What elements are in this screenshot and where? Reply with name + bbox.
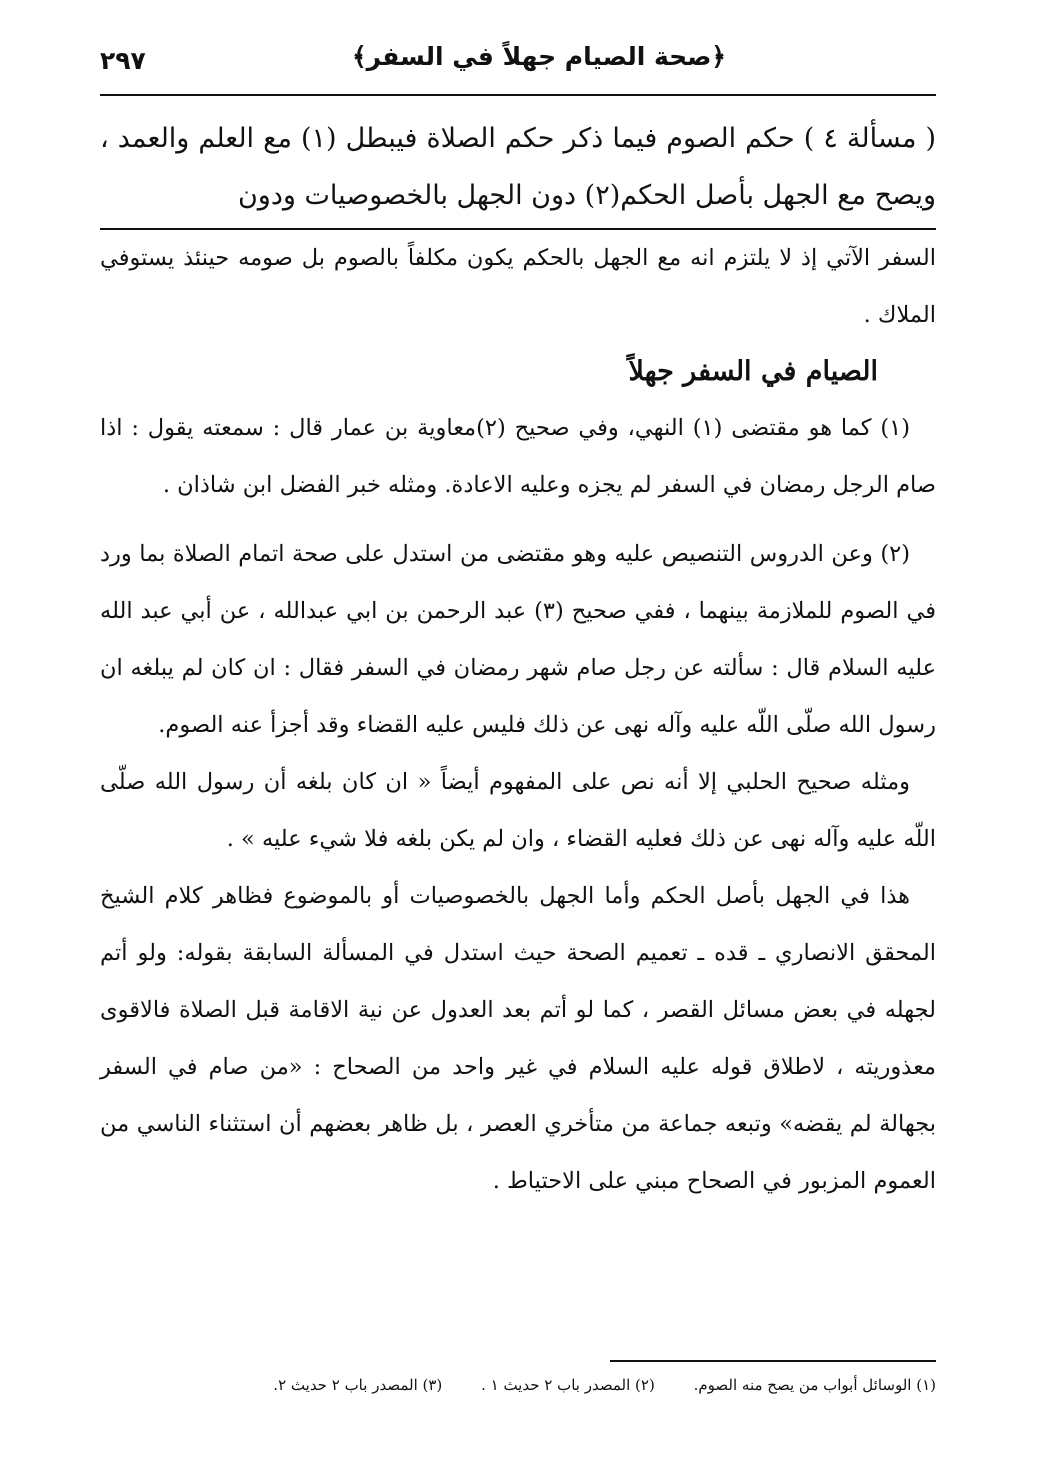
commentary-paragraph-1: (١) كما هو مقتضى (١) النهي، وفي صحيح (٢)معاوية بن عمار قال : سمعته يقول : اذا صام الرجل رمضان في السفر لم يجزه وعليه الاعادة. ومثله خبر الفضل ابن شاذان . — [100, 415, 936, 498]
footnote-2: (٢) المصدر باب ٢ حديث ١ . — [481, 1376, 655, 1394]
footnote-1: (١) الوسائل أبواب من يصح منه الصوم. — [693, 1376, 936, 1394]
footnote-3: (٣) المصدر باب ٢ حديث ٢. — [273, 1376, 443, 1394]
matn-text: ( مسألة ٤ ) حكم الصوم فيما ذكر حكم الصلاة فيبطل (١) مع العلم والعمد ، ويصح مع الجهل بأصل الحكم(٢) دون الجهل بالخصوصيات ودون — [100, 123, 936, 211]
footnotes — [100, 1370, 936, 1400]
commentary-paragraph-2: (٢) وعن الدروس التنصيص عليه وهو مقتضى من استدل على صحة اتمام الصلاة بما ورد في الصوم للملازمة بينهما ، ففي صحيح (٣) عبد الرحمن بن ابي عبدالله ، عن أبي عبد الله عليه السلام قال : سألته عن رجل صام شهر رمضان في السفر فقال : ان كان لم يبلغه ان رسول الله صلّى اللّه عليه وآله نهى عن ذلك فليس عليه القضاء وقد أجزأ عنه الصوم. — [100, 541, 936, 738]
page-header — [100, 40, 936, 92]
section-heading: الصيام في السفر جهلاً — [628, 356, 878, 387]
page-number: ٢٩٧ — [100, 46, 146, 75]
page-body — [100, 110, 936, 1210]
running-title: ﴿صحة الصيام جهلاً في السفر﴾ — [351, 42, 726, 71]
footnote-divider — [610, 1360, 936, 1362]
commentary-paragraph-3: ومثله صحيح الحلبي إلا أنه نص على المفهوم أيضاً « ان كان بلغه أن رسول الله صلّى اللّه عليه وآله نهى عن ذلك فعليه القضاء ، وان لم يكن بلغه فلا شيء عليه » . — [100, 769, 936, 852]
header-rule — [100, 94, 936, 96]
commentary-intro: السفر الآتي إذ لا يلتزم انه مع الجهل بالحكم يكون مكلفاً بالصوم بل صومه حينئذ يستوفي الملاك . — [100, 245, 936, 328]
commentary-paragraph-4: هذا في الجهل بأصل الحكم وأما الجهل بالخصوصيات أو بالموضوع فظاهر كلام الشيخ المحقق الانصاري ـ قده ـ تعميم الصحة حيث استدل في المسألة السابقة بقوله: ولو أتم لجهله في بعض مسائل القصر ، كما لو أتم بعد العدول عن نية الاقامة قبل الصلاة فالاقوى معذوريته ، لاطلاق قوله عليه السلام في غير واحد من الصحاح : «من صام في السفر بجهالة لم يقضه» وتبعه جماعة من متأخري العصر ، بل ظاهر بعضهم أن استثناء الناسي من العموم المزبور في الصحاح مبني على الاحتياط . — [100, 883, 936, 1194]
